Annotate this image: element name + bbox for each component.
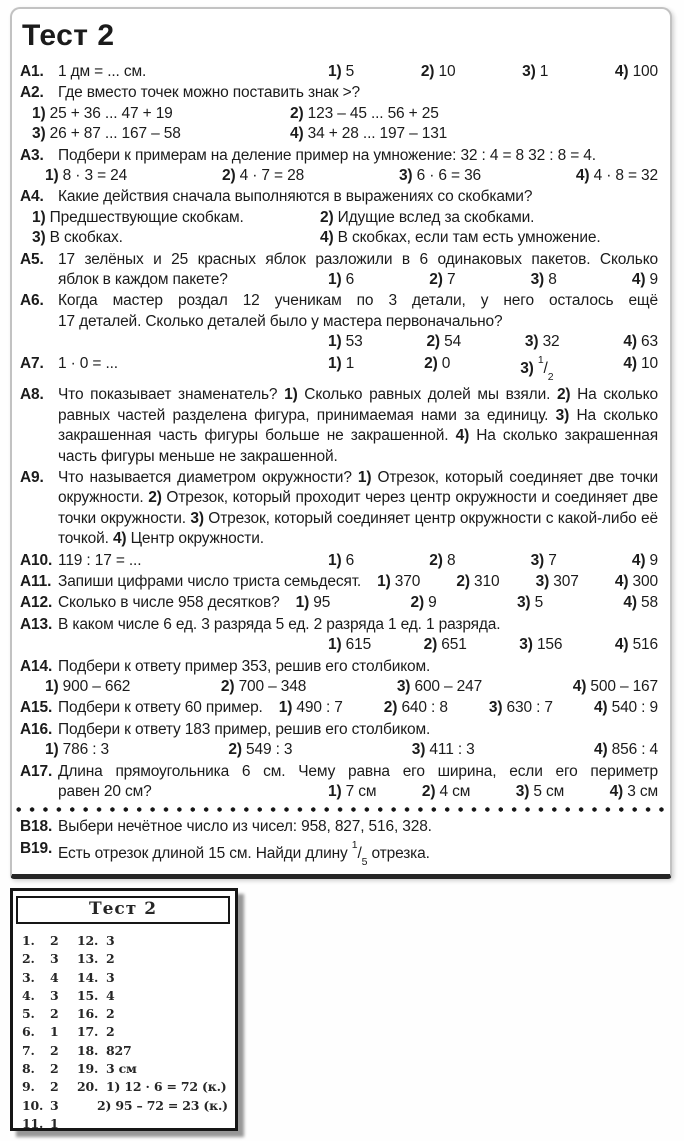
question-a2 [20, 83, 658, 144]
answer-row [22, 1097, 230, 1115]
answer-row [22, 1115, 230, 1133]
option: 1) 25 + 36 ... 47 + 19 [32, 104, 173, 122]
option: 1) 786 : 3 [45, 741, 110, 759]
option-value: 4 · 8 = 32 [593, 167, 658, 185]
option-value: 32 [542, 333, 560, 351]
option: 4) 58 [623, 594, 658, 612]
option-value: 123 – 45 ... 56 + 25 [307, 104, 439, 122]
option-value: 615 [345, 636, 372, 654]
answer-value: 4 [106, 987, 115, 1003]
question-number: А17. [20, 762, 53, 780]
option-value: 8 [548, 271, 557, 289]
answer-key-table [16, 932, 230, 1133]
question-a12 [20, 593, 658, 613]
option-value: 5 [345, 63, 355, 80]
question-a11 [20, 572, 658, 592]
option: 2) 310 [456, 573, 500, 590]
options-row [328, 270, 658, 290]
answer-row [22, 987, 230, 1005]
answer-row [22, 950, 230, 968]
answer-value: 2 [50, 1006, 59, 1022]
question-b18 [20, 817, 658, 837]
option: 4) В скобках, если там есть умножение. [320, 229, 601, 247]
option: 2) 8 [429, 551, 456, 569]
option: 3) 156 [519, 636, 563, 654]
option: 2) 123 – 45 ... 56 + 25 [290, 104, 439, 122]
options-row [296, 593, 658, 613]
option-value: 8 [446, 551, 456, 569]
question-a5 [20, 250, 658, 291]
answer-value [106, 1115, 230, 1133]
options-row [328, 354, 658, 385]
question-text: яблок в каждом пакете? [58, 271, 228, 289]
option-value: 6 [345, 271, 355, 289]
option-value: 630 : 7 [506, 699, 553, 717]
option-value: 58 [641, 594, 658, 612]
options-row [377, 572, 658, 592]
option-value: 7 см [345, 783, 377, 801]
options-row [279, 698, 658, 718]
option-value: На сколько равных частей разделена фигура, принимаемая нами за единицу. [58, 386, 658, 424]
option-value: 900 – 662 [62, 678, 131, 696]
option: 4) 540 : 9 [593, 699, 658, 717]
option: 4) 10 [623, 354, 658, 372]
option: 3) 5 см [515, 783, 565, 801]
question-text: 17 зелёных и 25 красных яблок разложили в 6 одинаковых пакетов. Сколько [58, 250, 658, 268]
option-value: 700 – 348 [238, 678, 307, 696]
question-number: В18. [20, 818, 53, 836]
option-value: 651 [441, 636, 467, 654]
answer-number: 16. [77, 1006, 99, 1022]
answer-key-title: Тест 2 [16, 896, 230, 924]
option-value: 53 [345, 333, 363, 351]
question-text: Что называется диаметром окружности? [58, 468, 352, 486]
question-number: А9. [20, 468, 44, 486]
option-value: 8 · 3 = 24 [62, 167, 128, 185]
option: 1) Предшествующие скобкам. [32, 208, 244, 226]
answer-number: 2. [22, 951, 35, 967]
answer-value: 3 [50, 951, 59, 967]
question-number: А10. [20, 551, 53, 569]
question-a8 [20, 385, 658, 467]
option-value: 54 [444, 333, 462, 351]
question-a17 [20, 762, 658, 803]
question-a13 [20, 615, 658, 656]
option-value: 5 [534, 594, 544, 612]
options-row [45, 166, 658, 186]
question-a9 [20, 468, 658, 550]
option: 4) 516 [614, 636, 658, 654]
option-value: 9 [649, 271, 658, 289]
answer-value: 1 [50, 1115, 59, 1131]
option: 2) 640 : 8 [383, 699, 448, 717]
option-value: 1 [345, 354, 355, 372]
question-number: А12. [20, 594, 53, 612]
answer-value: 2 [106, 1006, 115, 1022]
answer-number: 20. [77, 1079, 99, 1095]
answer-number: 4. [22, 987, 35, 1003]
option: 1) 900 – 662 [45, 678, 131, 696]
question-text: 17 деталей. Сколько деталей было у мастера первоначально? [58, 312, 503, 330]
option: 3) 7 [530, 551, 557, 569]
question-a15 [20, 698, 658, 718]
question-a10 [20, 551, 658, 571]
option: 2) 700 – 348 [220, 678, 307, 696]
question-text: Подбери к ответу пример 353, решив его столбиком. [58, 657, 431, 675]
dotted-separator [12, 806, 670, 813]
option-value: 500 – 167 [590, 678, 658, 696]
option-value: В скобках. [49, 229, 123, 247]
answer-row [22, 969, 230, 987]
question-number: В19. [20, 839, 53, 857]
answer-number: 11. [22, 1115, 44, 1131]
option: 3) $^1/_2$ [520, 353, 554, 383]
question-text: Запиши цифрами число триста семьдесят. [58, 573, 362, 590]
option: 1) 53 [328, 333, 363, 351]
option-value: 7 [446, 271, 456, 289]
option-value: Отрезок, который соединяет центр окружности с какой-либо её точкой. [58, 509, 658, 548]
options-row [45, 677, 658, 697]
option-value: Идущие вслед за скобками. [337, 208, 535, 226]
question-number: А3. [20, 146, 44, 164]
option-value: 95 [313, 594, 331, 612]
question-paragraph: Что называется диаметром окружности? 1) Отрезок, который соединяет две точки окружности. 2) Отрезок, который проходит через центр окружности и соединяет две точки окружности. 3) Отрезок, который соединяет центр окружности с какой-либо её точкой. 4) Центр окружности. [58, 468, 658, 548]
question-text: Когда мастер роздал 12 ученикам по 3 детали, у него осталось ещё [58, 292, 658, 310]
question-number: А4. [20, 188, 44, 206]
answer-number: 15. [77, 987, 99, 1003]
question-text: Какие действия сначала выполняются в выражениях со скобками? [58, 188, 533, 206]
option: 1) 490 : 7 [278, 699, 343, 717]
options-row [45, 740, 658, 760]
fraction: $^1/_5$ [351, 838, 368, 869]
question-text: равен 20 см? [58, 783, 152, 801]
answer-value: 1 [50, 1024, 59, 1040]
question-number: А13. [20, 615, 53, 633]
option: 4) 4 · 8 = 32 [575, 167, 658, 185]
option: 3) 307 [535, 573, 579, 590]
question-number: А15. [20, 699, 53, 717]
option: 1) 7 см [328, 783, 377, 801]
question-text: Подбери к ответу 183 пример, решив его столбиком. [58, 720, 431, 738]
answer-number: 9. [22, 1079, 35, 1095]
question-number: А11. [20, 573, 52, 590]
question-a16 [20, 720, 658, 761]
question-a4 [20, 187, 658, 248]
option-value: Отрезок, который соединяет две точки окружности. [58, 468, 658, 507]
option: 4) 34 + 28 ... 197 – 131 [290, 125, 448, 143]
options-row [328, 332, 658, 352]
option-value: 63 [641, 333, 658, 351]
answer-value: 4 [50, 969, 59, 985]
option-value: 1 [539, 63, 549, 80]
question-number: А6. [20, 292, 44, 310]
question-text: 1 · 0 = ... [58, 354, 118, 372]
question-text: 1 дм = ... см. [58, 63, 147, 80]
answer-row [22, 1005, 230, 1023]
option: 2) 549 : 3 [228, 741, 293, 759]
option: 3) 630 : 7 [488, 699, 553, 717]
question-number: А7. [20, 354, 44, 372]
option-value: 540 : 9 [611, 699, 658, 717]
answer-value: 1) 12 · 6 = 72 (к.) [106, 1079, 227, 1095]
option: 4) 9 [631, 271, 658, 289]
option-value: Центр окружности. [130, 530, 264, 548]
option: 1) 95 [295, 594, 331, 612]
test-title: Тест 2 [22, 19, 115, 52]
question-text: Где вместо точек можно поставить знак >? [58, 84, 360, 102]
dotted-separator [12, 874, 670, 879]
answer-value: 3 [106, 933, 115, 948]
option: 1) 6 [328, 551, 355, 569]
option-value: 10 [438, 63, 456, 80]
question-b19 [20, 839, 658, 870]
option-value: На сколько закрашенная часть фигуры меньше не закрашенной. [58, 427, 658, 465]
option: 4) 9 [631, 551, 658, 569]
option: 1) 6 [328, 271, 355, 289]
answer-number: 3. [22, 969, 35, 985]
question-a7 [20, 354, 658, 385]
option-value: 6 · 6 = 36 [416, 167, 482, 185]
option-value: 34 + 28 ... 197 – 131 [307, 125, 448, 143]
answer-number: 13. [77, 951, 99, 967]
answer-number: 1. [22, 933, 35, 948]
option: 2) 9 [410, 594, 437, 612]
option: 3) 411 : 3 [411, 741, 475, 759]
option: 2) 0 [424, 354, 451, 372]
option-value: 4 · 7 = 28 [239, 167, 305, 185]
question-text: Что показывает знаменатель? [58, 386, 278, 404]
question-number: А8. [20, 386, 44, 404]
question-number: А2. [20, 84, 44, 102]
option: 3) 32 [524, 333, 560, 351]
option: 3) 5 [516, 594, 544, 612]
option-value: 549 : 3 [246, 741, 293, 759]
option-value: 9 [428, 594, 437, 612]
answer-value: 2 [106, 1024, 115, 1040]
answer-value: 2) 95 – 72 = 23 (к.) [97, 1097, 228, 1113]
option: 3) 1 [522, 63, 549, 80]
test-sheet [10, 7, 672, 879]
option-value: 3 см [627, 783, 658, 801]
answer-number [77, 1115, 106, 1133]
answer-number: 17. [77, 1024, 99, 1040]
option: 1) 5 [328, 63, 355, 80]
option: 3) 6 · 6 = 36 [398, 167, 482, 185]
option: 4) 856 : 4 [593, 741, 658, 759]
option: 3) 26 + 87 ... 167 – 58 [32, 125, 181, 143]
option-value: 0 [441, 354, 451, 372]
option: 3) В скобках. [32, 229, 123, 247]
option: 3) 8 [530, 271, 557, 289]
answer-value: 3 [106, 969, 115, 985]
answer-number: 14. [77, 969, 99, 985]
options-grid [32, 104, 658, 145]
question-text: Подбери к примерам на деление пример на умножение: 32 : 4 = 8 32 : 8 = 4. [58, 146, 596, 164]
answer-number: 8. [22, 1061, 35, 1077]
option-value: На сколько закрашенная часть фигуры больше не закрашенной. [58, 406, 658, 445]
option: 4) 300 [614, 573, 658, 590]
answer-value: 3 [50, 987, 59, 1003]
option-value: 786 : 3 [62, 741, 110, 759]
option-value: 156 [536, 636, 563, 654]
answer-value: 2 [50, 1061, 59, 1077]
answer-value: 2 [50, 1079, 59, 1095]
question-text: 119 : 17 = ... [58, 551, 142, 569]
option-value: 100 [632, 63, 658, 80]
answer-value: 3 см [106, 1061, 137, 1077]
option: 2) 4 см [421, 783, 471, 801]
answer-row [22, 1023, 230, 1041]
question-number: А16. [20, 720, 53, 738]
answer-number: 12. [77, 933, 99, 948]
question-a3 [20, 146, 658, 187]
option: 1) 615 [328, 636, 372, 654]
option: 4) 3 см [609, 783, 658, 801]
answer-number: 18. [77, 1042, 99, 1058]
question-text: Длина прямоугольника 6 см. Чему равна его ширина, если его периметр [58, 762, 658, 780]
question-text: Сколько в числе 958 десятков? [58, 594, 280, 612]
answer-row [22, 1078, 230, 1096]
option-value: Сколько равных долей мы взяли. [304, 386, 551, 404]
answer-number: 6. [22, 1024, 35, 1040]
options-grid [32, 208, 658, 249]
answer-row [22, 932, 230, 950]
question-text: В каком числе 6 ед. 3 разряда 5 ед. 2 разряда 1 ед. 1 разряда. [58, 615, 501, 633]
options-row [328, 551, 658, 571]
option-value: 9 [649, 551, 658, 569]
option: 4) 100 [614, 63, 658, 80]
option: 2) 4 · 7 = 28 [221, 167, 305, 185]
option-value: 300 [632, 573, 658, 590]
answer-number: 5. [22, 1006, 35, 1022]
option-value: 307 [553, 573, 579, 590]
option-value: 640 : 8 [401, 699, 448, 717]
option: 1) 8 · 3 = 24 [45, 167, 128, 185]
options-row [328, 635, 658, 655]
option-value: 6 [345, 551, 355, 569]
option-value: 4 см [439, 783, 471, 801]
question-number: А14. [20, 657, 53, 675]
option: 3) 600 – 247 [396, 678, 483, 696]
answer-row [22, 1042, 230, 1060]
answer-number: 7. [22, 1042, 35, 1058]
answer-value: 2 [50, 1042, 59, 1058]
option: 2) 7 [429, 271, 456, 289]
option-value: 856 : 4 [611, 741, 658, 759]
option-value: В скобках, если там есть умножение. [337, 229, 601, 247]
option: 2) 651 [423, 636, 467, 654]
question-text: Подбери к ответу 60 пример. [58, 699, 263, 717]
answer-row [22, 1060, 230, 1078]
question-a1 [20, 62, 658, 82]
question-text: Есть отрезок длиной 15 см. Найди длину $^1/_5$ отрезка. [58, 838, 430, 869]
option-value: 310 [474, 573, 500, 590]
option-value: 7 [548, 551, 557, 569]
answer-number: 10. [22, 1097, 44, 1113]
option-value: 10 [641, 354, 658, 372]
option-value: 26 + 87 ... 167 – 58 [49, 125, 181, 143]
answer-value: 2 [50, 933, 59, 948]
answer-value: 2 [106, 951, 115, 967]
fraction: $^1/_2$ [537, 353, 554, 383]
option-value: 490 : 7 [296, 699, 343, 717]
option-value: Предшествующие скобкам. [49, 208, 244, 226]
answer-number: 19. [77, 1061, 99, 1077]
options-row [328, 782, 658, 802]
option-value: 600 – 247 [414, 678, 483, 696]
option-value: 370 [394, 573, 421, 590]
question-a6 [20, 291, 658, 352]
answer-value: 827 [106, 1042, 132, 1058]
question-paragraph: Что показывает знаменатель? 1) Сколько равных долей мы взяли. 2) На сколько равных частей разделена фигура, принимаемая нами за единицу. 3) На сколько закрашенная часть фигуры больше не закрашенной. 4) На сколько закрашенная часть фигуры меньше не закрашенной. [58, 386, 658, 465]
question-number: А1. [20, 63, 44, 80]
options-row [328, 62, 658, 82]
option: 2) Идущие вслед за скобками. [320, 208, 535, 226]
answer-value: 3 [50, 1097, 59, 1113]
option-value: 25 + 36 ... 47 + 19 [49, 104, 173, 122]
answer-key-box [10, 888, 238, 1131]
question-number: А5. [20, 250, 44, 268]
option: 4) 63 [623, 333, 658, 351]
option-value: 411 : 3 [429, 741, 475, 759]
option-value: 5 см [533, 783, 565, 801]
option: 1) 1 [328, 354, 355, 372]
question-text: Выбери нечётное число из чисел: 958, 827, 516, 328. [58, 818, 432, 836]
option: 2) 10 [420, 63, 456, 80]
option-value: Отрезок, который проходит через центр окружности и соединяет две точки окружности. [58, 489, 658, 527]
option: 4) 500 – 167 [572, 678, 658, 696]
question-a14 [20, 657, 658, 698]
option: 1) 370 [377, 573, 421, 590]
option-value: 516 [632, 636, 658, 654]
option: 2) 54 [426, 333, 462, 351]
